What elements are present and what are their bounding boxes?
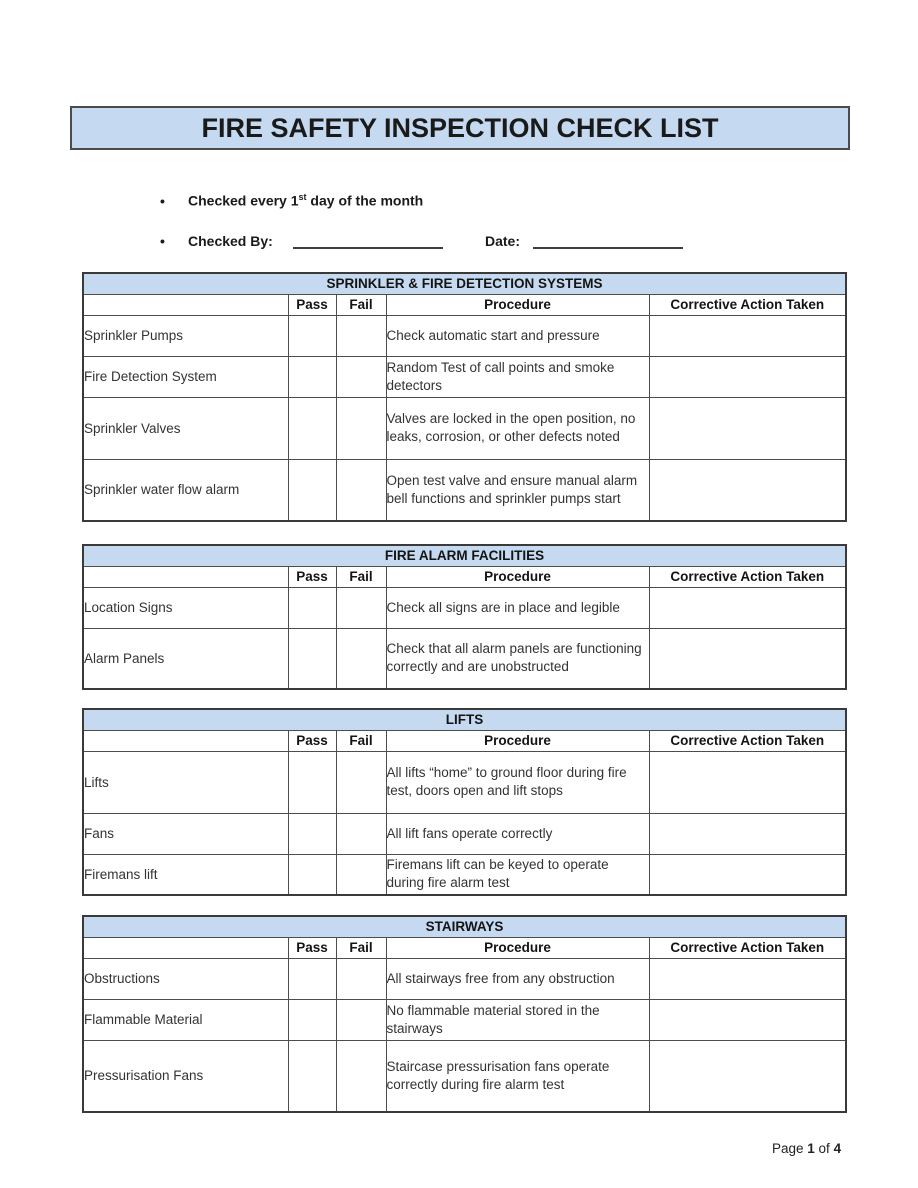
title-banner [70, 106, 850, 150]
table-row [83, 356, 846, 397]
pass-cell[interactable] [288, 999, 336, 1040]
corrective-cell[interactable] [649, 751, 846, 813]
section-header: LIFTS [83, 709, 846, 730]
frequency-ordinal: st [298, 192, 307, 202]
column-header-item [83, 294, 288, 315]
footer-word-page: Page [772, 1141, 808, 1156]
corrective-cell[interactable] [649, 813, 846, 854]
item-cell: Sprinkler Valves [83, 397, 288, 459]
corrective-cell[interactable] [649, 854, 846, 895]
section-lifts [82, 708, 847, 896]
procedure-cell: All lift fans operate correctly [386, 813, 649, 854]
column-header-pass: Pass [288, 730, 336, 751]
checklist-table [82, 708, 847, 896]
item-cell: Flammable Material [83, 999, 288, 1040]
section-sprinkler-fire-detection [82, 272, 847, 522]
pass-cell[interactable] [288, 397, 336, 459]
column-header-procedure: Procedure [386, 730, 649, 751]
bullet-icon: • [160, 233, 165, 249]
table-row [83, 315, 846, 356]
column-header-item [83, 937, 288, 958]
item-cell: Fire Detection System [83, 356, 288, 397]
column-header-item [83, 566, 288, 587]
checklist-table [82, 272, 847, 522]
procedure-cell: Check automatic start and pressure [386, 315, 649, 356]
table-row [83, 854, 846, 895]
corrective-cell[interactable] [649, 397, 846, 459]
table-row [83, 958, 846, 999]
pass-cell[interactable] [288, 628, 336, 689]
corrective-cell[interactable] [649, 628, 846, 689]
table-row [83, 628, 846, 689]
footer-current-page: 1 [807, 1141, 815, 1156]
table-row [83, 751, 846, 813]
column-header-procedure: Procedure [386, 566, 649, 587]
item-cell: Obstructions [83, 958, 288, 999]
frequency-text-pre: Checked every 1 [188, 192, 299, 209]
column-header-procedure: Procedure [386, 937, 649, 958]
pass-cell[interactable] [288, 854, 336, 895]
item-cell: Fans [83, 813, 288, 854]
pass-cell[interactable] [288, 1040, 336, 1112]
section-header: SPRINKLER & FIRE DETECTION SYSTEMS [83, 273, 846, 294]
column-header-corrective: Corrective Action Taken [649, 937, 846, 958]
item-cell: Sprinkler Pumps [83, 315, 288, 356]
column-header-procedure: Procedure [386, 294, 649, 315]
fail-cell[interactable] [336, 813, 386, 854]
table-row [83, 397, 846, 459]
procedure-cell: Firemans lift can be keyed to operate during fire alarm test [386, 854, 649, 895]
procedure-cell: Check that all alarm panels are functioning correctly and are unobstructed [386, 628, 649, 689]
section-header: STAIRWAYS [83, 916, 846, 937]
fail-cell[interactable] [336, 315, 386, 356]
procedure-cell: Random Test of call points and smoke detectors [386, 356, 649, 397]
corrective-cell[interactable] [649, 1040, 846, 1112]
table-row [83, 587, 846, 628]
table-row [83, 459, 846, 521]
item-cell: Firemans lift [83, 854, 288, 895]
fail-cell[interactable] [336, 958, 386, 999]
pass-cell[interactable] [288, 813, 336, 854]
fail-cell[interactable] [336, 1040, 386, 1112]
column-header-pass: Pass [288, 294, 336, 315]
column-header-fail: Fail [336, 730, 386, 751]
column-header-item [83, 730, 288, 751]
corrective-cell[interactable] [649, 459, 846, 521]
frequency-note [160, 192, 423, 209]
fail-cell[interactable] [336, 999, 386, 1040]
footer-word-of: of [814, 1141, 834, 1156]
corrective-cell[interactable] [649, 315, 846, 356]
page-number [772, 1141, 841, 1156]
column-header-corrective: Corrective Action Taken [649, 566, 846, 587]
corrective-cell[interactable] [649, 356, 846, 397]
fail-cell[interactable] [336, 587, 386, 628]
fail-cell[interactable] [336, 356, 386, 397]
checked-by-label: Checked By: [188, 233, 273, 249]
footer-total-pages: 4 [833, 1141, 842, 1156]
section-header: FIRE ALARM FACILITIES [83, 545, 846, 566]
pass-cell[interactable] [288, 958, 336, 999]
column-header-fail: Fail [336, 294, 386, 315]
table-row [83, 999, 846, 1040]
fail-cell[interactable] [336, 628, 386, 689]
checked-by-line[interactable] [293, 233, 443, 249]
pass-cell[interactable] [288, 356, 336, 397]
procedure-cell: All lifts “home” to ground floor during fire test, doors open and lift stops [386, 751, 649, 813]
item-cell: Sprinkler water flow alarm [83, 459, 288, 521]
frequency-text-post: day of the month [306, 192, 424, 209]
pass-cell[interactable] [288, 315, 336, 356]
column-header-fail: Fail [336, 937, 386, 958]
pass-cell[interactable] [288, 587, 336, 628]
procedure-cell: Check all signs are in place and legible [386, 587, 649, 628]
corrective-cell[interactable] [649, 999, 846, 1040]
checklist-table [82, 915, 847, 1113]
page-title: FIRE SAFETY INSPECTION CHECK LIST [201, 112, 719, 143]
column-header-pass: Pass [288, 566, 336, 587]
checklist-table [82, 544, 847, 690]
corrective-cell[interactable] [649, 587, 846, 628]
checked-by-note [160, 233, 780, 255]
fail-cell[interactable] [336, 459, 386, 521]
column-header-corrective: Corrective Action Taken [649, 730, 846, 751]
table-row [83, 813, 846, 854]
corrective-cell[interactable] [649, 958, 846, 999]
date-label: Date: [485, 233, 521, 249]
section-stairways [82, 915, 847, 1113]
procedure-cell: No flammable material stored in the stairways [386, 999, 649, 1040]
procedure-cell: Valves are locked in the open position, no leaks, corrosion, or other defects noted [386, 397, 649, 459]
procedure-cell: Staircase pressurisation fans operate correctly during fire alarm test [386, 1040, 649, 1112]
column-header-fail: Fail [336, 566, 386, 587]
fail-cell[interactable] [336, 751, 386, 813]
column-header-corrective: Corrective Action Taken [649, 294, 846, 315]
pass-cell[interactable] [288, 751, 336, 813]
bullet-icon: • [160, 192, 165, 209]
column-header-pass: Pass [288, 937, 336, 958]
item-cell: Alarm Panels [83, 628, 288, 689]
table-row [83, 1040, 846, 1112]
procedure-cell: Open test valve and ensure manual alarm bell functions and sprinkler pumps start [386, 459, 649, 521]
pass-cell[interactable] [288, 459, 336, 521]
date-line[interactable] [533, 233, 683, 249]
fail-cell[interactable] [336, 854, 386, 895]
item-cell: Location Signs [83, 587, 288, 628]
procedure-cell: All stairways free from any obstruction [386, 958, 649, 999]
item-cell: Pressurisation Fans [83, 1040, 288, 1112]
item-cell: Lifts [83, 751, 288, 813]
fail-cell[interactable] [336, 397, 386, 459]
section-fire-alarm-facilities [82, 544, 847, 690]
